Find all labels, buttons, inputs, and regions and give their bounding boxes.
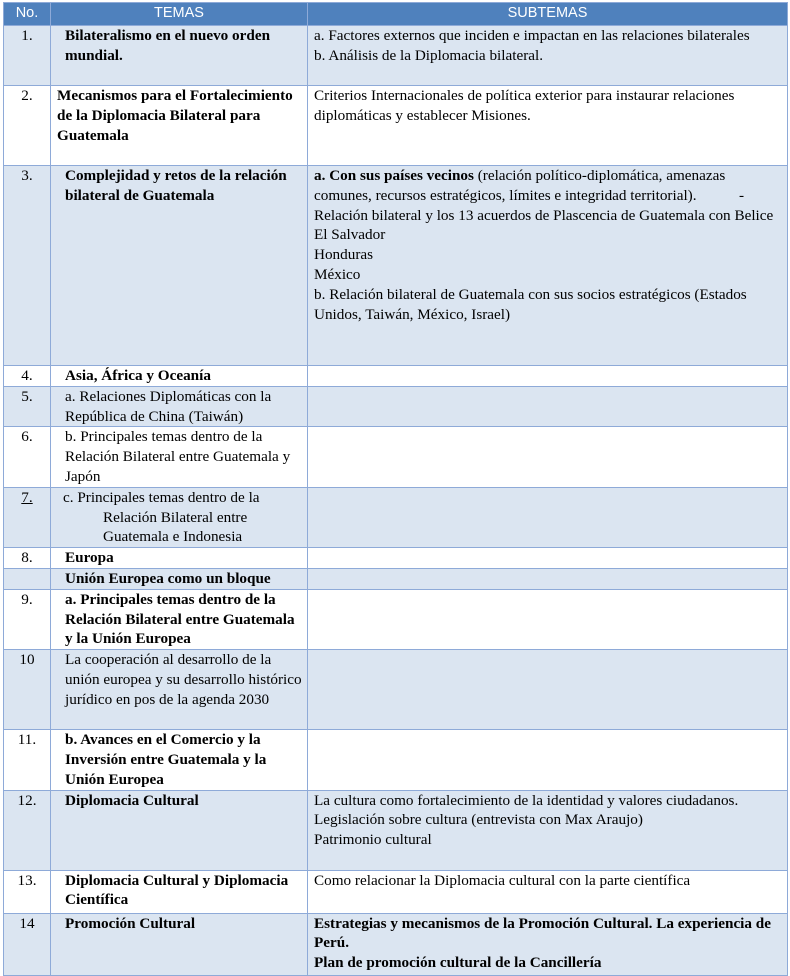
subtema-line: La cultura como fortalecimiento de la identidad y valores ciudadanos. (314, 791, 739, 809)
table-row (4, 366, 788, 387)
header-temas: TEMAS (51, 3, 308, 26)
table-row (4, 790, 788, 870)
row-subtemas (308, 548, 788, 569)
subtema-line: Relación bilateral y los 13 acuerdos de Plascencia de Guatemala con Belice (314, 206, 774, 224)
row-number (4, 568, 51, 589)
row-number: 7. (4, 487, 51, 547)
row-tema: a. Principales temas dentro de la Relación Bilateral entre Guatemala y la Unión Europea (51, 589, 308, 649)
row-subtemas (308, 870, 788, 913)
subtema-line: b. Relación bilateral de Guatemala con sus socios estratégicos (Estados Unidos, Taiwán, México, Israel) (314, 285, 747, 323)
subtema-line: Honduras (314, 246, 374, 264)
table-row (4, 568, 788, 589)
subtema-line: Plan de promoción cultural de la Cancillería (314, 954, 602, 972)
topics-table (3, 2, 788, 976)
row-tema: Mecanismos para el Fortalecimiento de la Diplomacia Bilateral para Guatemala (51, 86, 308, 166)
row-number: 4. (4, 366, 51, 387)
row-tema: Asia, África y Oceanía (51, 366, 308, 387)
table-row (4, 589, 788, 649)
table-row (4, 26, 788, 86)
row-number: 2. (4, 86, 51, 166)
row-number: 8. (4, 548, 51, 569)
table-row (4, 166, 788, 366)
subtema-line: Como relacionar la Diplomacia cultural con la parte científica (314, 871, 691, 889)
row-number: 13. (4, 870, 51, 913)
subtema-line: Criterios Internacionales de política exterior para instaurar relaciones diplomáticas y establecer Misiones. (314, 87, 735, 124)
row-subtemas (308, 166, 788, 366)
row-number: 11. (4, 730, 51, 790)
row-tema: b. Avances en el Comercio y la Inversión entre Guatemala y la Unión Europea (51, 730, 308, 790)
table-row (4, 730, 788, 790)
row-number: 1. (4, 26, 51, 86)
row-subtemas (308, 913, 788, 975)
row-subtemas (308, 86, 788, 166)
table-row (4, 548, 788, 569)
row-number: 6. (4, 427, 51, 487)
row-tema: b. Principales temas dentro de la Relación Bilateral entre Guatemala y Japón (51, 427, 308, 487)
subtema-line: b. Análisis de la Diplomacia bilateral. (314, 46, 544, 64)
table-row (4, 86, 788, 166)
row-number: 9. (4, 589, 51, 649)
row-number: 10 (4, 650, 51, 730)
subtema-line (314, 166, 784, 206)
row-tema: a. Relaciones Diplomáticas con la República de China (Taiwán) (51, 386, 308, 427)
row-subtemas (308, 386, 788, 427)
row-number: 5. (4, 386, 51, 427)
row-tema: Promoción Cultural (51, 913, 308, 975)
subtema-line: Legislación sobre cultura (entrevista con Max Araujo) (314, 811, 643, 829)
subtema-line: Patrimonio cultural (314, 831, 432, 849)
row-subtemas (308, 589, 788, 649)
subtema-rest: (relación político-diplomática, amenazas comunes, recursos estratégicos, límites e integridad territorial). (314, 167, 726, 204)
row-subtemas (308, 568, 788, 589)
table-row (4, 487, 788, 547)
subtema-line: El Salvador (314, 226, 386, 244)
row-number: 14 (4, 913, 51, 975)
stray-dash: - (738, 186, 744, 204)
row-subtemas (308, 487, 788, 547)
row-tema: Diplomacia Cultural y Diplomacia Científica (51, 870, 308, 913)
row-tema: Bilateralismo en el nuevo orden mundial. (51, 26, 308, 86)
subtema-line: Estrategias y mecanismos de la Promoción Cultural. La experiencia de Perú. (314, 914, 771, 952)
row-subtemas (308, 26, 788, 86)
table-row (4, 913, 788, 975)
table-row (4, 386, 788, 427)
table-row (4, 427, 788, 487)
subtema-bold-lead: a. Con sus países vecinos (314, 167, 474, 184)
row-subtemas (308, 650, 788, 730)
row-tema: Diplomacia Cultural (51, 790, 308, 870)
row-tema: La cooperación al desarrollo de la unión europea y su desarrollo histórico jurídico en pos de la agenda 2030 (51, 650, 308, 730)
subtema-line: a. Factores externos que inciden e impactan en las relaciones bilaterales (314, 27, 750, 44)
row-tema: Europa (51, 548, 308, 569)
table-row (4, 650, 788, 730)
header-no: No. (4, 3, 51, 26)
table-row (4, 870, 788, 913)
row-subtemas (308, 427, 788, 487)
row-subtemas (308, 366, 788, 387)
row-tema: Unión Europea como un bloque (51, 568, 308, 589)
header-subtemas: SUBTEMAS (308, 3, 788, 26)
row-tema: c. Principales temas dentro de la Relación Bilateral entre Guatemala e Indonesia (51, 487, 308, 547)
header-row (4, 3, 788, 26)
row-tema: Complejidad y retos de la relación bilateral de Guatemala (51, 166, 308, 366)
row-number: 12. (4, 790, 51, 870)
row-subtemas (308, 790, 788, 870)
row-subtemas (308, 730, 788, 790)
row-number: 3. (4, 166, 51, 366)
subtema-line: México (314, 265, 361, 283)
